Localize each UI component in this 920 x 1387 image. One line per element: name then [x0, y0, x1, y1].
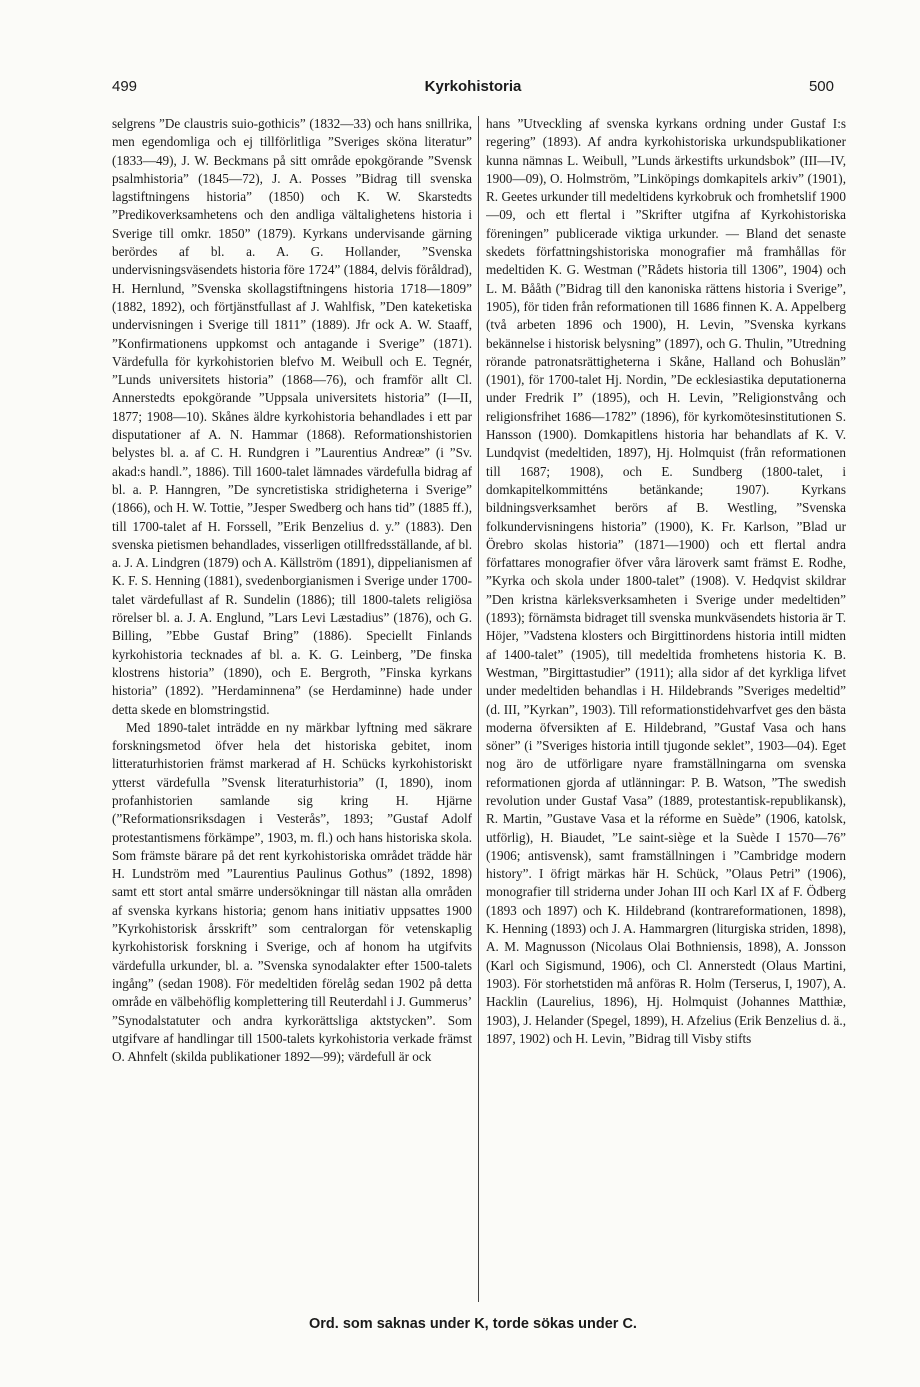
- page-number-left: 499: [112, 78, 138, 95]
- running-title: Kyrkohistoria: [424, 78, 522, 95]
- page-number-right: 500: [808, 78, 834, 95]
- right-paragraph-1: hans ”Utveckling af svenska kyrkans ordning under Gustaf I:s regering” (1893). Af andra kyrkohistoriska urkundspublikationer kunna nämnas L. Weibull, ”Lunds ärkestifts urkundsbok” (III—IV, 1900—09), O. Holmström, ”Linköpings domkapitels arkiv” (1901), R. Geetes urkunder till medeltidens kyrkobruk och fromhetslif 1900—09, och ett flertal i ”Skrifter utgifna af Kyrkohistoriska föreningen” publicerade viktiga urkunder. — Bland det senaste skedets författningshistoriska monografier må framhållas för medeltiden K. G. Westman (”Rådets historia till 1306”, 1904) och L. M. Bååth (”Bidrag till den kanoniska rättens historia i Sverige”, 1905), för tiden från reformationen till 1686 finnen K. A. Appelberg (två arbeten 1896 och 1900), H. Levin, ”Svenska kyrkans bekännelse i historisk belysning” (1897), och G. Thulin, ”Utredning rörande patronatsrättigheterna i Skåne, Halland och Bohuslän” (1901), för 1700-talet Hj. Nordin, ”De ecklesiastika deputationerna under Fredrik I” (1895), och H. Levin, ”Religionstvång och religionsfrihet 1686—1782” (1896), för kyrkomötesinstitutionen S. Hansson (1900). Domkapitlens historia har behandlats af K. V. Lundqvist (medeltiden, 1897), Hj. Holmquist (från reformationen till 1687; 1908), och E. Sundberg (1800-talet, i domkapitelkommitténs betänkande; 1907). Kyrkans bildningsverksamhet berörs af B. Westling, ”Svenska folkundervisningens historia” (1900), K. Fr. Karlson, ”Blad ur Örebro skolas historia” (1871—1900) och ett flertal andra författares monografier öfver våra läroverk samt främst E. Rodhe, ”Kyrka och skola under 1800-talet” (1908). V. Hedqvist skildrar ”Den kristna kärleksverksamheten i Sverige under medeltiden” (1893); förnämsta bidraget till svenska munkväsendets historia är T. Höjer, ”Vadstena klosters och Birgittinordens historia intill midten af 1400-talet” (1905), till medeltida fromhetens historia K. B. Westman, ”Birgittastudier” (1911); alla sidor af det kyrkliga lifvet under medeltiden behandlas i H. Hildebrands ”Sveriges medeltid” (d. III, ”Kyrkan”, 1903). Till reformationstidehvarfvet ges den bästa moderna öfversikten af E. Hildebrand, ”Gustaf Vasa och hans söner” (i ”Sveriges historia intill tjugonde seklet”, 1903—04). Eget nog äro de utförligare nyare framställningarna om svenska reformationen gjorda af utlänningar: P. B. Watson, ”The swedish revolution under Gustaf Vasa” (1889, protestantisk-republikansk), R. Martin, ”Gustave Vasa et la réforme en Suède” (1906, katolsk, utförlig), H. Biaudet, ”Le saint-siège et la Suède I 1570—76” (1906; antisvensk), samt framställningen i ”Cambridge modern history”. I öfrigt märkas här H. Schück, ”Olaus Petri” (1906), monografier till striderna under Johan III och Karl IX af F. Ödberg (1893 och 1897) och K. Hildebrand (kontrareformationen, 1898), K. Henning (1893) och J. A. Hammargren (liturgiska striden, 1898), A. M. Magnusson (Nicolaus Olai Bothniensis, 1898), A. Jonsson (Karl och Sigismund, 1906), och Cl. Annerstedt (Olaus Martini, 1903). För storhetstiden må anföras R. Holm (Terserus, I, 1907), A. Hacklin (Laurelius, 1896), Hj. Holmquist (Johannes Matthiæ, 1903), J. Helander (Spegel, 1899), H. Afzelius (Erik Benzelius d. ä., 1897, 1902) och H. Levin, ”Bidrag till Visby stifts: [486, 116, 846, 1046]
- column-divider: [478, 116, 479, 1302]
- left-column: [112, 115, 472, 1305]
- left-paragraph-1: selgrens ”De claustris suio-gothicis” (1832—33) och hans snillrika, men egendomliga och ej tillförlitliga ”Sveriges sköna literatur” (1833—49), J. W. Beckmans på sitt område epokgörande ”Svensk psalmhistoria” (1845—72), J. A. Posses ”Bidrag till svenska lagstiftningens historia” (1850) och K. W. Skarstedts ”Predikoverksamhetens och den andliga vältalighetens historia i Sverige till omkr. 1850” (1879). Kyrkans undervisande gärning berördes af bl. a. A. G. Hollander, ”Svenska undervisningsväsendets historia före 1724” (1884, delvis föråldrad), H. Hernlund, ”Svenska skollagstiftningens historia 1718—1809” (1882, 1892), och förtjänstfullast af J. Wahlfisk, ”Den kateketiska undervisningen i Sverige till 1811” (1889). Jfr ock A. W. Staaff, ”Konfirmationens uppkomst och antagande i Sverige” (1871). Värdefulla för kyrkohistorien blefvo M. Weibull och E. Tegnér, ”Lunds universitets historia” (1868—76), och framför allt Cl. Annerstedts epokgörande ”Uppsala universitets historia” (I—II, 1877; 1908—10). Skånes äldre kyrkohistoria behandlades i ett par disputationer af A. N. Hammar (1868). Reformationshistorien belystes bl. a. af C. H. Rundgren i ”Laurentius Andreæ” (i ”Sv. akad:s handl.”, 1886). Till 1600-talet lämnades värdefulla bidrag af bl. a. P. Hanngren, ”De syncretistiska stridigheterna i Sverige” (1866), och H. W. Tottie, ”Jesper Swedberg och hans tid” (1885 ff.), till 1700-talet af H. Forssell, ”Erik Benzelius d. y.” (1883). Den svenska pietismen behandlades, visserligen otillfredsställande, af bl. a. J. A. Lindgren (1879) och A. Källström (1891), dippelianismen af K. F. S. Henning (1881), svedenborgianismen i Sverige under 1700-talet värdefullast af R. Sundelin (1886); till 1800-talets religiösa rörelser bl. a. J. A. Englund, ”Lars Levi Læstadius” (1876), och G. Billing, ”Ebbe Gustaf Bring” (1886). Speciellt Finlands kyrkohistoria tecknades af bl. a. K. G. Leinberg, ”De finska klostrens historia” (1890), och E. Bergroth, ”Finska kyrkans historia” (1892). ”Herdaminnena” (se Herdaminne) hade under detta skede en blomstringstid.: [112, 116, 472, 717]
- left-paragraph-2: Med 1890-talet inträdde en ny märkbar lyftning med säkrare forskningsmetod öfver hela det historiska gebitet, inom litteraturhistorien främst markerad af H. Schücks kyrkohistoriskt ytterst värdefulla ”Svensk literaturhistoria” (I, 1890), inom profanhistorien samlande sig kring H. Hjärne (”Reformationsriksdagen i Vesterås”, 1893; ”Gustaf Adolf protestantismens förkämpe”, 1903, m. fl.) och hans historiska skola. Som främste bärare på det rent kyrkohistoriska området trädde här H. Lundström med ”Laurentius Paulinus Gothus” (1892, 1898) samt ett stort antal smärre undersökningar till nästan alla områden af svenska kyrkans historia; genom hans initiativ uppsattes 1900 ”Kyrkohistorisk årsskrift” som centralorgan för vetenskaplig kyrkohistorisk forskning i Sverige, och af honom ha utgifvits värdefulla urkunder, bl. a. ”Svenska synodalakter efter 1500-talets ingång” (sedan 1908). För medeltiden förelåg sedan 1902 på detta område en välbehöflig komplettering till Reuterdahl i J. Gummerus’ ”Synodalstatuter och andra kyrkorättsliga aktstycken”. Som utgifvare af handlingar till 1500-talets kyrkohistoria verkade främst O. Ahnfelt (skilda publikationer 1892—99); värdefull är ock: [112, 719, 472, 1065]
- footer-note: Ord. som saknas under K, torde sökas under C.: [309, 1316, 637, 1332]
- page-header: [112, 78, 834, 100]
- right-column: [486, 115, 846, 1305]
